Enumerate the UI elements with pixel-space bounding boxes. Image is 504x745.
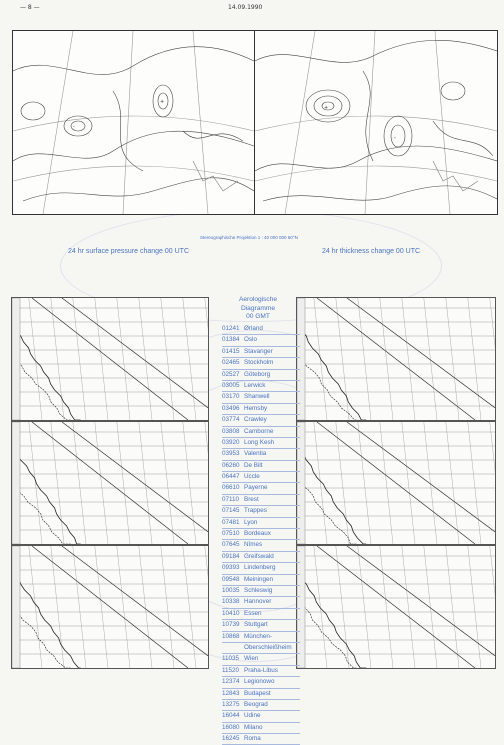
station-code: 16245	[222, 735, 240, 743]
station-code: 06447	[222, 473, 240, 481]
sounding-grid	[297, 546, 495, 668]
station-row	[222, 643, 300, 654]
station-code: 03496	[222, 404, 240, 412]
sounding-diagram	[11, 297, 209, 421]
map-scale: Stereographische Projektion 1 : 40 000 000 60°N	[200, 235, 298, 240]
legend-title-line: 00 GMT	[246, 313, 270, 320]
station-name: De Bilt	[244, 461, 263, 469]
station-code: 03953	[222, 450, 240, 458]
station-name: Roma	[244, 735, 261, 743]
station-name: Budapest	[244, 689, 271, 697]
station-name: Uccle	[244, 473, 260, 481]
station-row	[222, 734, 300, 745]
station-name: Trappes	[244, 507, 267, 515]
station-row	[222, 324, 300, 335]
station-name: Praha-Libus	[244, 666, 278, 674]
station-name: Crawley	[244, 416, 267, 424]
station-name: Göteborg	[244, 370, 271, 378]
station-row	[222, 677, 300, 688]
station-code: 07510	[222, 530, 240, 538]
station-code: 07110	[222, 495, 240, 503]
station-name: Bordeaux	[244, 530, 271, 538]
station-row	[222, 438, 300, 449]
station-name: Beograd	[244, 700, 268, 708]
page-number: — 8 —	[20, 4, 40, 11]
station-name: Lyon	[244, 518, 258, 526]
station-code: 01415	[222, 347, 240, 355]
station-code: 11035	[222, 655, 240, 663]
svg-text:-: -	[394, 135, 396, 141]
sounding-grid	[12, 298, 208, 420]
sounding-diagram	[296, 297, 496, 421]
sounding-diagram	[296, 421, 496, 545]
sounding-grid	[297, 422, 495, 544]
station-name: Payerne	[244, 484, 268, 492]
station-row	[222, 597, 300, 608]
station-name: Stockholm	[244, 359, 274, 367]
station-row	[222, 540, 300, 551]
sounding-diagram	[296, 545, 496, 669]
sounding-grid	[12, 546, 208, 668]
station-code: 01241	[222, 325, 240, 332]
contour-maps-drawing	[13, 31, 497, 214]
station-code: 10410	[222, 609, 240, 617]
station-name: Long Kesh	[244, 438, 275, 446]
station-row	[222, 370, 300, 381]
station-row	[222, 427, 300, 438]
station-name: Udine	[244, 712, 261, 720]
station-code: 11520	[222, 666, 240, 674]
station-name: Camborne	[244, 427, 274, 435]
station-code: 03808	[222, 427, 240, 435]
station-row	[222, 620, 300, 631]
station-row	[222, 392, 300, 403]
station-row	[222, 381, 300, 392]
station-code: 09548	[222, 575, 240, 583]
legend-title-line: Diagramme	[240, 304, 276, 312]
station-row	[222, 666, 300, 677]
sounding-diagram	[11, 421, 209, 545]
station-name: Oslo	[244, 336, 257, 344]
station-code: 07645	[222, 541, 240, 549]
station-code: 02465	[222, 359, 240, 367]
sounding-grid	[12, 422, 208, 544]
station-row	[222, 347, 300, 358]
sounding-grid	[297, 298, 495, 420]
station-name: Nîmes	[244, 541, 263, 549]
station-name: Stavanger	[244, 347, 273, 355]
station-row	[222, 518, 300, 529]
station-row	[222, 552, 300, 563]
legend-title-line: Aerologische	[238, 296, 278, 303]
station-name: Stuttgart	[244, 621, 268, 629]
station-name: Essen	[244, 609, 262, 617]
station-code: 03005	[222, 381, 240, 389]
station-row	[222, 609, 300, 620]
station-name: Hannover	[244, 598, 272, 606]
station-code: 03920	[222, 438, 240, 446]
station-name: Wien	[244, 655, 259, 663]
station-code: 03774	[222, 416, 240, 424]
station-code: 06260	[222, 461, 240, 469]
station-row	[222, 563, 300, 574]
station-row	[222, 483, 300, 494]
station-name: Meiningen	[244, 575, 274, 583]
station-row	[222, 723, 300, 734]
station-row	[222, 404, 300, 415]
station-name: Greifswald	[244, 552, 274, 560]
station-name: Schleswig	[244, 586, 273, 594]
station-code: 07481	[222, 518, 240, 526]
station-name: Hemsby	[244, 404, 268, 412]
station-name: Milano	[244, 723, 263, 731]
station-name: Oberschleißheim	[244, 643, 292, 651]
station-row	[222, 358, 300, 369]
left-map-caption: 24 hr surface pressure change 00 UTC	[68, 248, 190, 255]
station-code: 16044	[222, 712, 240, 720]
weather-maps	[12, 30, 498, 215]
sounding-diagram	[11, 545, 209, 669]
station-name: München-	[244, 632, 273, 640]
svg-text:-: -	[73, 124, 75, 130]
svg-text:+: +	[324, 105, 329, 111]
station-name: Ørland	[244, 325, 263, 332]
station-name: Valentia	[244, 450, 267, 458]
legend-title	[228, 296, 288, 322]
station-row	[222, 711, 300, 722]
station-name: Lindenberg	[244, 564, 276, 572]
station-code: 01384	[222, 336, 240, 344]
station-row	[222, 586, 300, 597]
station-row	[222, 461, 300, 472]
station-code: 13275	[222, 700, 240, 708]
station-code: 10035	[222, 586, 240, 594]
station-code: 09184	[222, 552, 240, 560]
station-row	[222, 506, 300, 517]
station-row	[222, 654, 300, 665]
station-code: 07145	[222, 507, 240, 515]
station-name: Lerwick	[244, 381, 266, 389]
right-map-caption: 24 hr thickness change 00 UTC	[322, 248, 421, 255]
station-code: 12374	[222, 678, 240, 686]
station-code: 02527	[222, 370, 240, 378]
station-name: Legionowo	[244, 678, 275, 686]
station-name: Shanwell	[244, 393, 270, 401]
station-name: Brest	[244, 495, 259, 503]
svg-text:+: +	[160, 99, 165, 105]
station-row	[222, 689, 300, 700]
station-row	[222, 415, 300, 426]
station-row	[222, 335, 300, 346]
station-row	[222, 449, 300, 460]
station-row	[222, 472, 300, 483]
station-row	[222, 700, 300, 711]
station-code: 12843	[222, 689, 240, 697]
station-row	[222, 529, 300, 540]
station-row	[222, 575, 300, 586]
station-code: 16080	[222, 723, 240, 731]
station-code: 09393	[222, 564, 240, 572]
station-code: 10739	[222, 621, 240, 629]
station-list	[222, 324, 300, 745]
station-code: 03170	[222, 393, 240, 401]
station-code: 06610	[222, 484, 240, 492]
map-divider	[254, 31, 255, 214]
station-row	[222, 495, 300, 506]
page-date: 14.09.1990	[228, 4, 263, 11]
station-code: 10868	[222, 632, 240, 640]
station-code: 10338	[222, 598, 240, 606]
station-row	[222, 632, 300, 643]
